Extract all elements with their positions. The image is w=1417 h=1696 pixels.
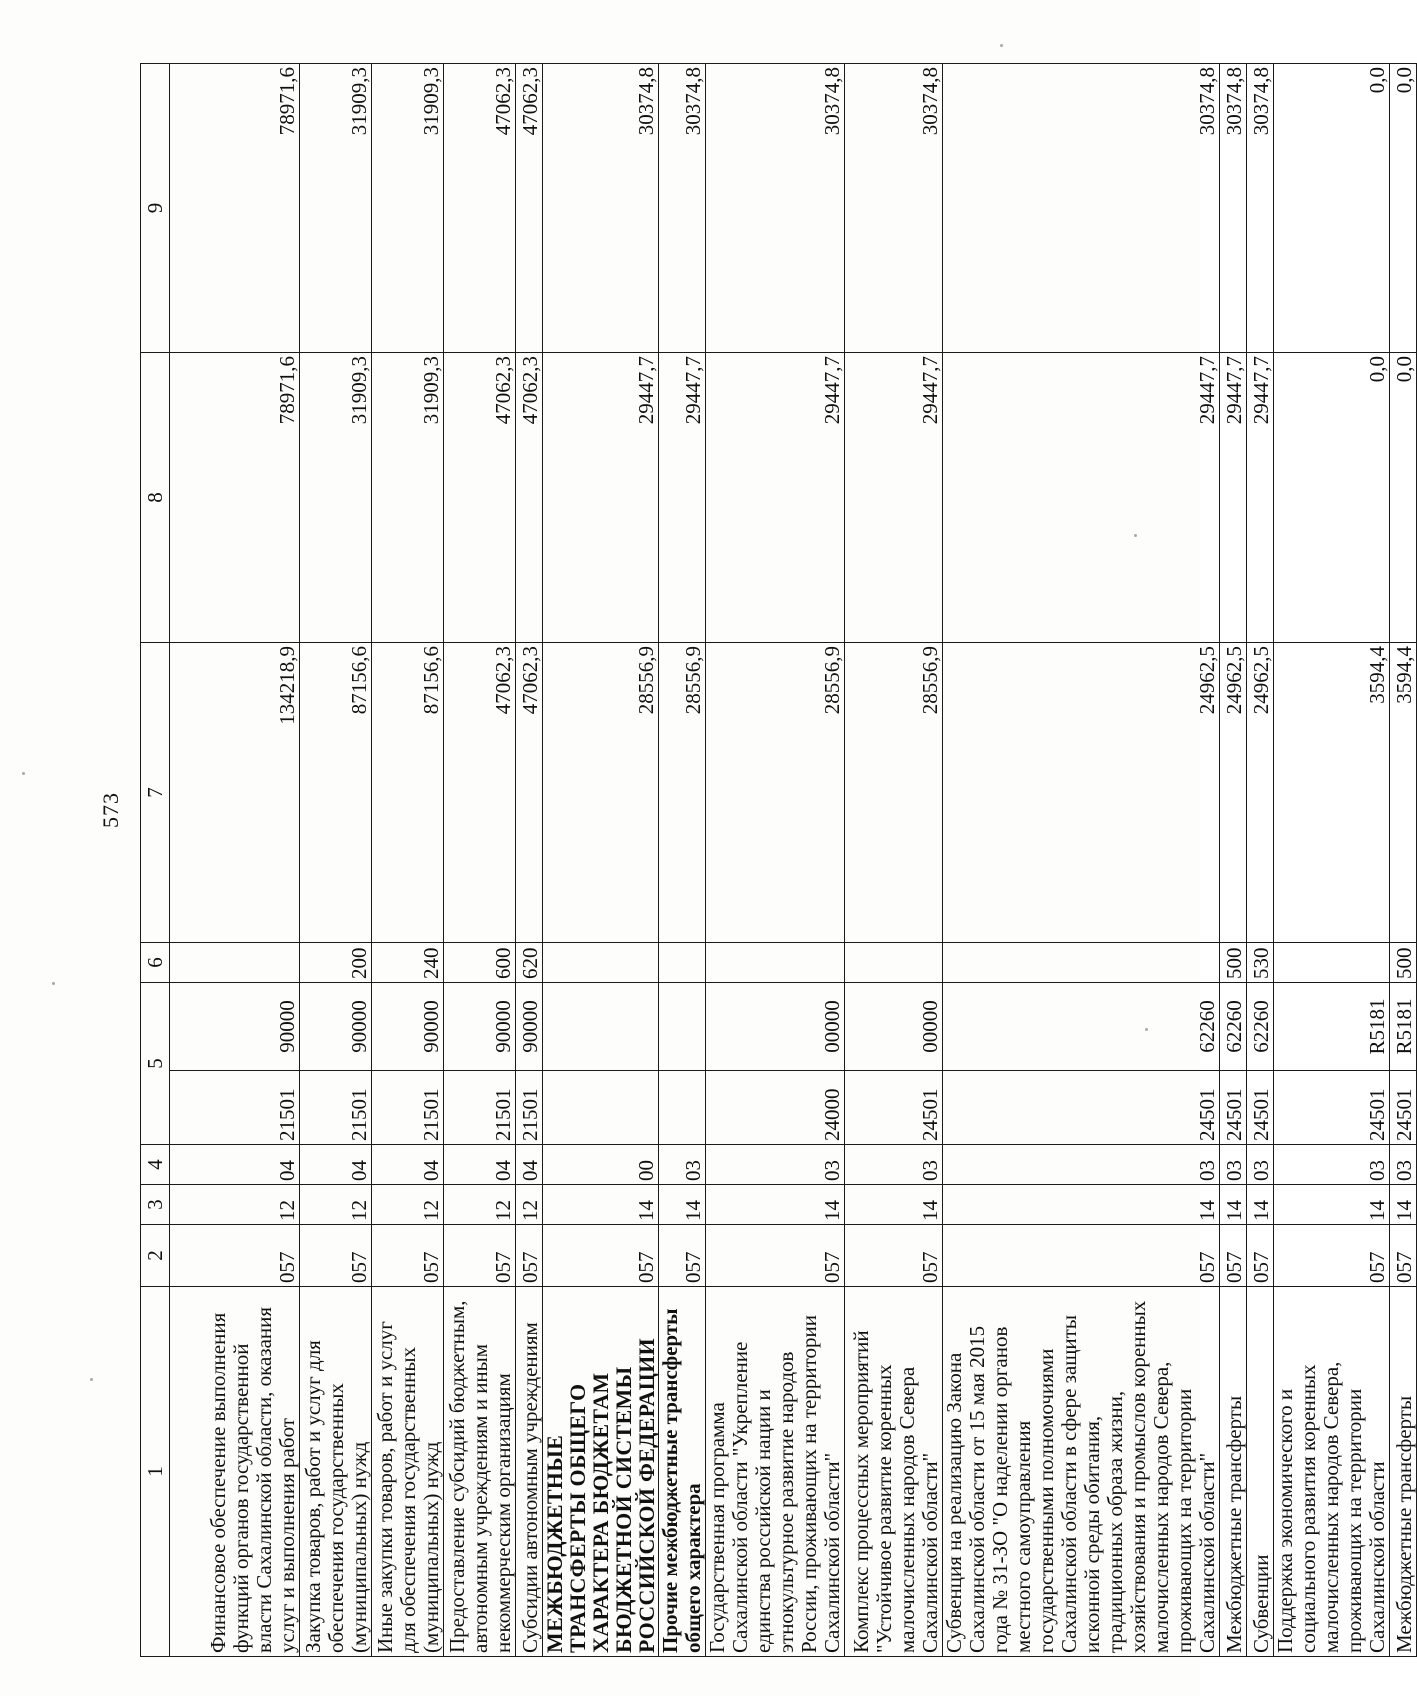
amount-col-7: 28556,9 xyxy=(543,643,659,943)
header-col-3: 3 xyxy=(141,1185,170,1225)
table-row xyxy=(372,64,444,1657)
table-row xyxy=(444,64,516,1657)
row-name: Предоставление субсидий бюджетным, автономным учреждениям и иным некоммерческим организациям xyxy=(444,1287,516,1657)
table-row xyxy=(170,64,300,1657)
row-name: Финансовое обеспечение выполнения функций органов государственной власти Сахалинской области, оказания услуг и выполнения работ xyxy=(170,1287,300,1657)
direction-code: 90000 xyxy=(170,983,300,1071)
amount-col-9: 30374,8 xyxy=(845,64,943,353)
table-row xyxy=(543,64,659,1657)
scan-speck xyxy=(1000,44,1003,47)
scan-speck xyxy=(1134,534,1137,537)
expense-type-code xyxy=(170,943,300,983)
expense-type-code: 530 xyxy=(1247,943,1274,983)
direction-code: R5181 xyxy=(1274,983,1390,1071)
amount-col-7: 87156,6 xyxy=(372,643,444,943)
section-code: 14 xyxy=(1390,1185,1417,1225)
subsection-code: 03 xyxy=(1247,1145,1274,1185)
subsection-code: 03 xyxy=(1220,1145,1247,1185)
ministry-code: 057 xyxy=(943,1225,1220,1287)
table-row xyxy=(1390,64,1417,1657)
program-code: 24501 xyxy=(1220,1071,1247,1145)
expense-type-code: 500 xyxy=(1390,943,1417,983)
direction-code: 62260 xyxy=(943,983,1220,1071)
budget-table xyxy=(140,63,1417,1657)
program-code: 21501 xyxy=(372,1071,444,1145)
row-name: Государственная программа Сахалинской области "Укрепление единства российской нации и этнокультурное развитие народов России, проживающих на территории Сахалинской области" xyxy=(706,1287,845,1657)
amount-col-8: 0,0 xyxy=(1274,353,1390,643)
section-code: 14 xyxy=(1247,1185,1274,1225)
ministry-code: 057 xyxy=(1220,1225,1247,1287)
section-code: 12 xyxy=(300,1185,372,1225)
amount-col-9: 30374,8 xyxy=(943,64,1220,353)
amount-col-7: 28556,9 xyxy=(659,643,706,943)
scan-speck xyxy=(1145,1028,1148,1031)
amount-col-8: 29447,7 xyxy=(706,353,845,643)
amount-col-9: 47062,3 xyxy=(516,64,543,353)
ministry-code: 057 xyxy=(659,1225,706,1287)
table-row xyxy=(706,64,845,1657)
header-col-1: 1 xyxy=(141,1287,170,1657)
section-code: 14 xyxy=(706,1185,845,1225)
amount-col-8: 31909,3 xyxy=(372,353,444,643)
expense-type-code xyxy=(943,943,1220,983)
direction-code: 90000 xyxy=(372,983,444,1071)
direction-code xyxy=(543,983,659,1071)
subsection-code: 03 xyxy=(1390,1145,1417,1185)
ministry-code: 057 xyxy=(516,1225,543,1287)
row-name: Субвенция на реализацию Закона Сахалинской области от 15 мая 2015 года № 31-ЗО "О наделении органов местного самоуправления государственными полномочиями Сахалинской области в сфере защиты исконной среды обитания, традиционных образа жизни, хозяйствования и промыслов коренных малочисленных народов Севера, проживающих на территории Сахалинской области" xyxy=(943,1287,1220,1657)
amount-col-9: 0,0 xyxy=(1390,64,1417,353)
section-code: 14 xyxy=(1274,1185,1390,1225)
ministry-code: 057 xyxy=(543,1225,659,1287)
ministry-code: 057 xyxy=(1390,1225,1417,1287)
amount-col-8: 29447,7 xyxy=(659,353,706,643)
amount-col-9: 30374,8 xyxy=(659,64,706,353)
expense-type-code: 200 xyxy=(300,943,372,983)
expense-type-code: 620 xyxy=(516,943,543,983)
amount-col-7: 3594,4 xyxy=(1390,643,1417,943)
direction-code xyxy=(659,983,706,1071)
table-row xyxy=(300,64,372,1657)
rotated-table-container xyxy=(140,64,1416,1657)
amount-col-7: 87156,6 xyxy=(300,643,372,943)
subsection-code: 04 xyxy=(300,1145,372,1185)
program-code: 21501 xyxy=(516,1071,543,1145)
table-body xyxy=(170,64,1417,1657)
ministry-code: 057 xyxy=(1247,1225,1274,1287)
table-row xyxy=(943,64,1220,1657)
amount-col-7: 24962,5 xyxy=(943,643,1220,943)
table-row xyxy=(1220,64,1247,1657)
expense-type-code xyxy=(706,943,845,983)
header-col-2: 2 xyxy=(141,1225,170,1287)
subsection-code: 04 xyxy=(516,1145,543,1185)
amount-col-7: 28556,9 xyxy=(845,643,943,943)
section-code: 12 xyxy=(170,1185,300,1225)
subsection-code: 04 xyxy=(170,1145,300,1185)
row-name: МЕЖБЮДЖЕТНЫЕ ТРАНСФЕРТЫ ОБЩЕГО ХАРАКТЕРА БЮДЖЕТАМ БЮДЖЕТНОЙ СИСТЕМЫ РОССИЙСКОЙ ФЕДЕРАЦИИ xyxy=(543,1287,659,1657)
section-code: 12 xyxy=(444,1185,516,1225)
table-row xyxy=(516,64,543,1657)
amount-col-7: 134218,9 xyxy=(170,643,300,943)
amount-col-8: 78971,6 xyxy=(170,353,300,643)
amount-col-9: 30374,8 xyxy=(706,64,845,353)
program-code: 24501 xyxy=(845,1071,943,1145)
amount-col-9: 0,0 xyxy=(1274,64,1390,353)
scan-speck xyxy=(52,982,55,985)
subsection-code: 04 xyxy=(444,1145,516,1185)
row-name: Закупка товаров, работ и услуг для обеспечения государственных (муниципальных) нужд xyxy=(300,1287,372,1657)
direction-code: 62260 xyxy=(1247,983,1274,1071)
header-col-5: 5 xyxy=(141,983,170,1145)
row-name: Прочие межбюджетные трансферты общего характера xyxy=(659,1287,706,1657)
header-col-9: 9 xyxy=(141,64,170,353)
expense-type-code xyxy=(543,943,659,983)
amount-col-8: 29447,7 xyxy=(845,353,943,643)
amount-col-8: 29447,7 xyxy=(1247,353,1274,643)
row-name: Иные закупки товаров, работ и услуг для обеспечения государственных (муниципальных) нужд xyxy=(372,1287,444,1657)
expense-type-code xyxy=(659,943,706,983)
amount-col-7: 28556,9 xyxy=(706,643,845,943)
subsection-code: 03 xyxy=(1274,1145,1390,1185)
amount-col-7: 47062,3 xyxy=(444,643,516,943)
program-code: 24501 xyxy=(1390,1071,1417,1145)
amount-col-8: 29447,7 xyxy=(1220,353,1247,643)
direction-code: 90000 xyxy=(444,983,516,1071)
amount-col-9: 31909,3 xyxy=(300,64,372,353)
ministry-code: 057 xyxy=(300,1225,372,1287)
amount-col-7: 47062,3 xyxy=(516,643,543,943)
subsection-code: 04 xyxy=(372,1145,444,1185)
header-col-7: 7 xyxy=(141,643,170,943)
program-code: 24501 xyxy=(943,1071,1220,1145)
direction-code: 00000 xyxy=(845,983,943,1071)
amount-col-8: 47062,3 xyxy=(444,353,516,643)
amount-col-7: 24962,5 xyxy=(1220,643,1247,943)
row-name: Комплекс процессных мероприятий "Устойчивое развитие коренных малочисленных народов Севера Сахалинской области" xyxy=(845,1287,943,1657)
section-code: 12 xyxy=(372,1185,444,1225)
ministry-code: 057 xyxy=(170,1225,300,1287)
amount-col-8: 0,0 xyxy=(1390,353,1417,643)
program-code: 24501 xyxy=(1247,1071,1274,1145)
program-code: 24501 xyxy=(1274,1071,1390,1145)
header-col-8: 8 xyxy=(141,353,170,643)
program-code: 21501 xyxy=(444,1071,516,1145)
ministry-code: 057 xyxy=(706,1225,845,1287)
row-name: Межбюджетные трансферты xyxy=(1220,1287,1247,1657)
amount-col-9: 47062,3 xyxy=(444,64,516,353)
direction-code: 90000 xyxy=(300,983,372,1071)
section-code: 14 xyxy=(943,1185,1220,1225)
row-name: Поддержка экономического и социального развития коренных малочисленных народов Севера, проживающих на территории Сахалинской области xyxy=(1274,1287,1390,1657)
direction-code: R5181 xyxy=(1390,983,1417,1071)
section-code: 14 xyxy=(659,1185,706,1225)
section-code: 14 xyxy=(543,1185,659,1225)
amount-col-8: 29447,7 xyxy=(543,353,659,643)
header-col-6: 6 xyxy=(141,943,170,983)
amount-col-8: 47062,3 xyxy=(516,353,543,643)
row-name: Межбюджетные трансферты xyxy=(1390,1287,1417,1657)
amount-col-9: 31909,3 xyxy=(372,64,444,353)
table-row xyxy=(1247,64,1274,1657)
expense-type-code: 500 xyxy=(1220,943,1247,983)
page-number: 573 xyxy=(98,792,123,828)
table-row xyxy=(845,64,943,1657)
direction-code: 62260 xyxy=(1220,983,1247,1071)
program-code xyxy=(659,1071,706,1145)
program-code: 21501 xyxy=(170,1071,300,1145)
expense-type-code: 600 xyxy=(444,943,516,983)
amount-col-9: 30374,8 xyxy=(543,64,659,353)
expense-type-code: 240 xyxy=(372,943,444,983)
amount-col-9: 78971,6 xyxy=(170,64,300,353)
scan-speck xyxy=(90,1378,93,1381)
direction-code: 00000 xyxy=(706,983,845,1071)
ministry-code: 057 xyxy=(1274,1225,1390,1287)
amount-col-7: 24962,5 xyxy=(1247,643,1274,943)
section-code: 12 xyxy=(516,1185,543,1225)
amount-col-9: 30374,8 xyxy=(1247,64,1274,353)
amount-col-8: 31909,3 xyxy=(300,353,372,643)
section-code: 14 xyxy=(845,1185,943,1225)
subsection-code: 03 xyxy=(943,1145,1220,1185)
ministry-code: 057 xyxy=(372,1225,444,1287)
program-code: 24000 xyxy=(706,1071,845,1145)
subsection-code: 03 xyxy=(845,1145,943,1185)
expense-type-code xyxy=(845,943,943,983)
header-col-4: 4 xyxy=(141,1145,170,1185)
scan-speck xyxy=(22,772,25,775)
direction-code: 90000 xyxy=(516,983,543,1071)
ministry-code: 057 xyxy=(444,1225,516,1287)
table-row xyxy=(1274,64,1390,1657)
row-name: Субвенции xyxy=(1247,1287,1274,1657)
header-row xyxy=(141,64,170,1657)
amount-col-7: 3594,4 xyxy=(1274,643,1390,943)
expense-type-code xyxy=(1274,943,1390,983)
subsection-code: 03 xyxy=(659,1145,706,1185)
subsection-code: 00 xyxy=(543,1145,659,1185)
table-row xyxy=(659,64,706,1657)
subsection-code: 03 xyxy=(706,1145,845,1185)
program-code: 21501 xyxy=(300,1071,372,1145)
amount-col-9: 30374,8 xyxy=(1220,64,1247,353)
row-name: Субсидии автономным учреждениям xyxy=(516,1287,543,1657)
ministry-code: 057 xyxy=(845,1225,943,1287)
program-code xyxy=(543,1071,659,1145)
section-code: 14 xyxy=(1220,1185,1247,1225)
amount-col-8: 29447,7 xyxy=(943,353,1220,643)
